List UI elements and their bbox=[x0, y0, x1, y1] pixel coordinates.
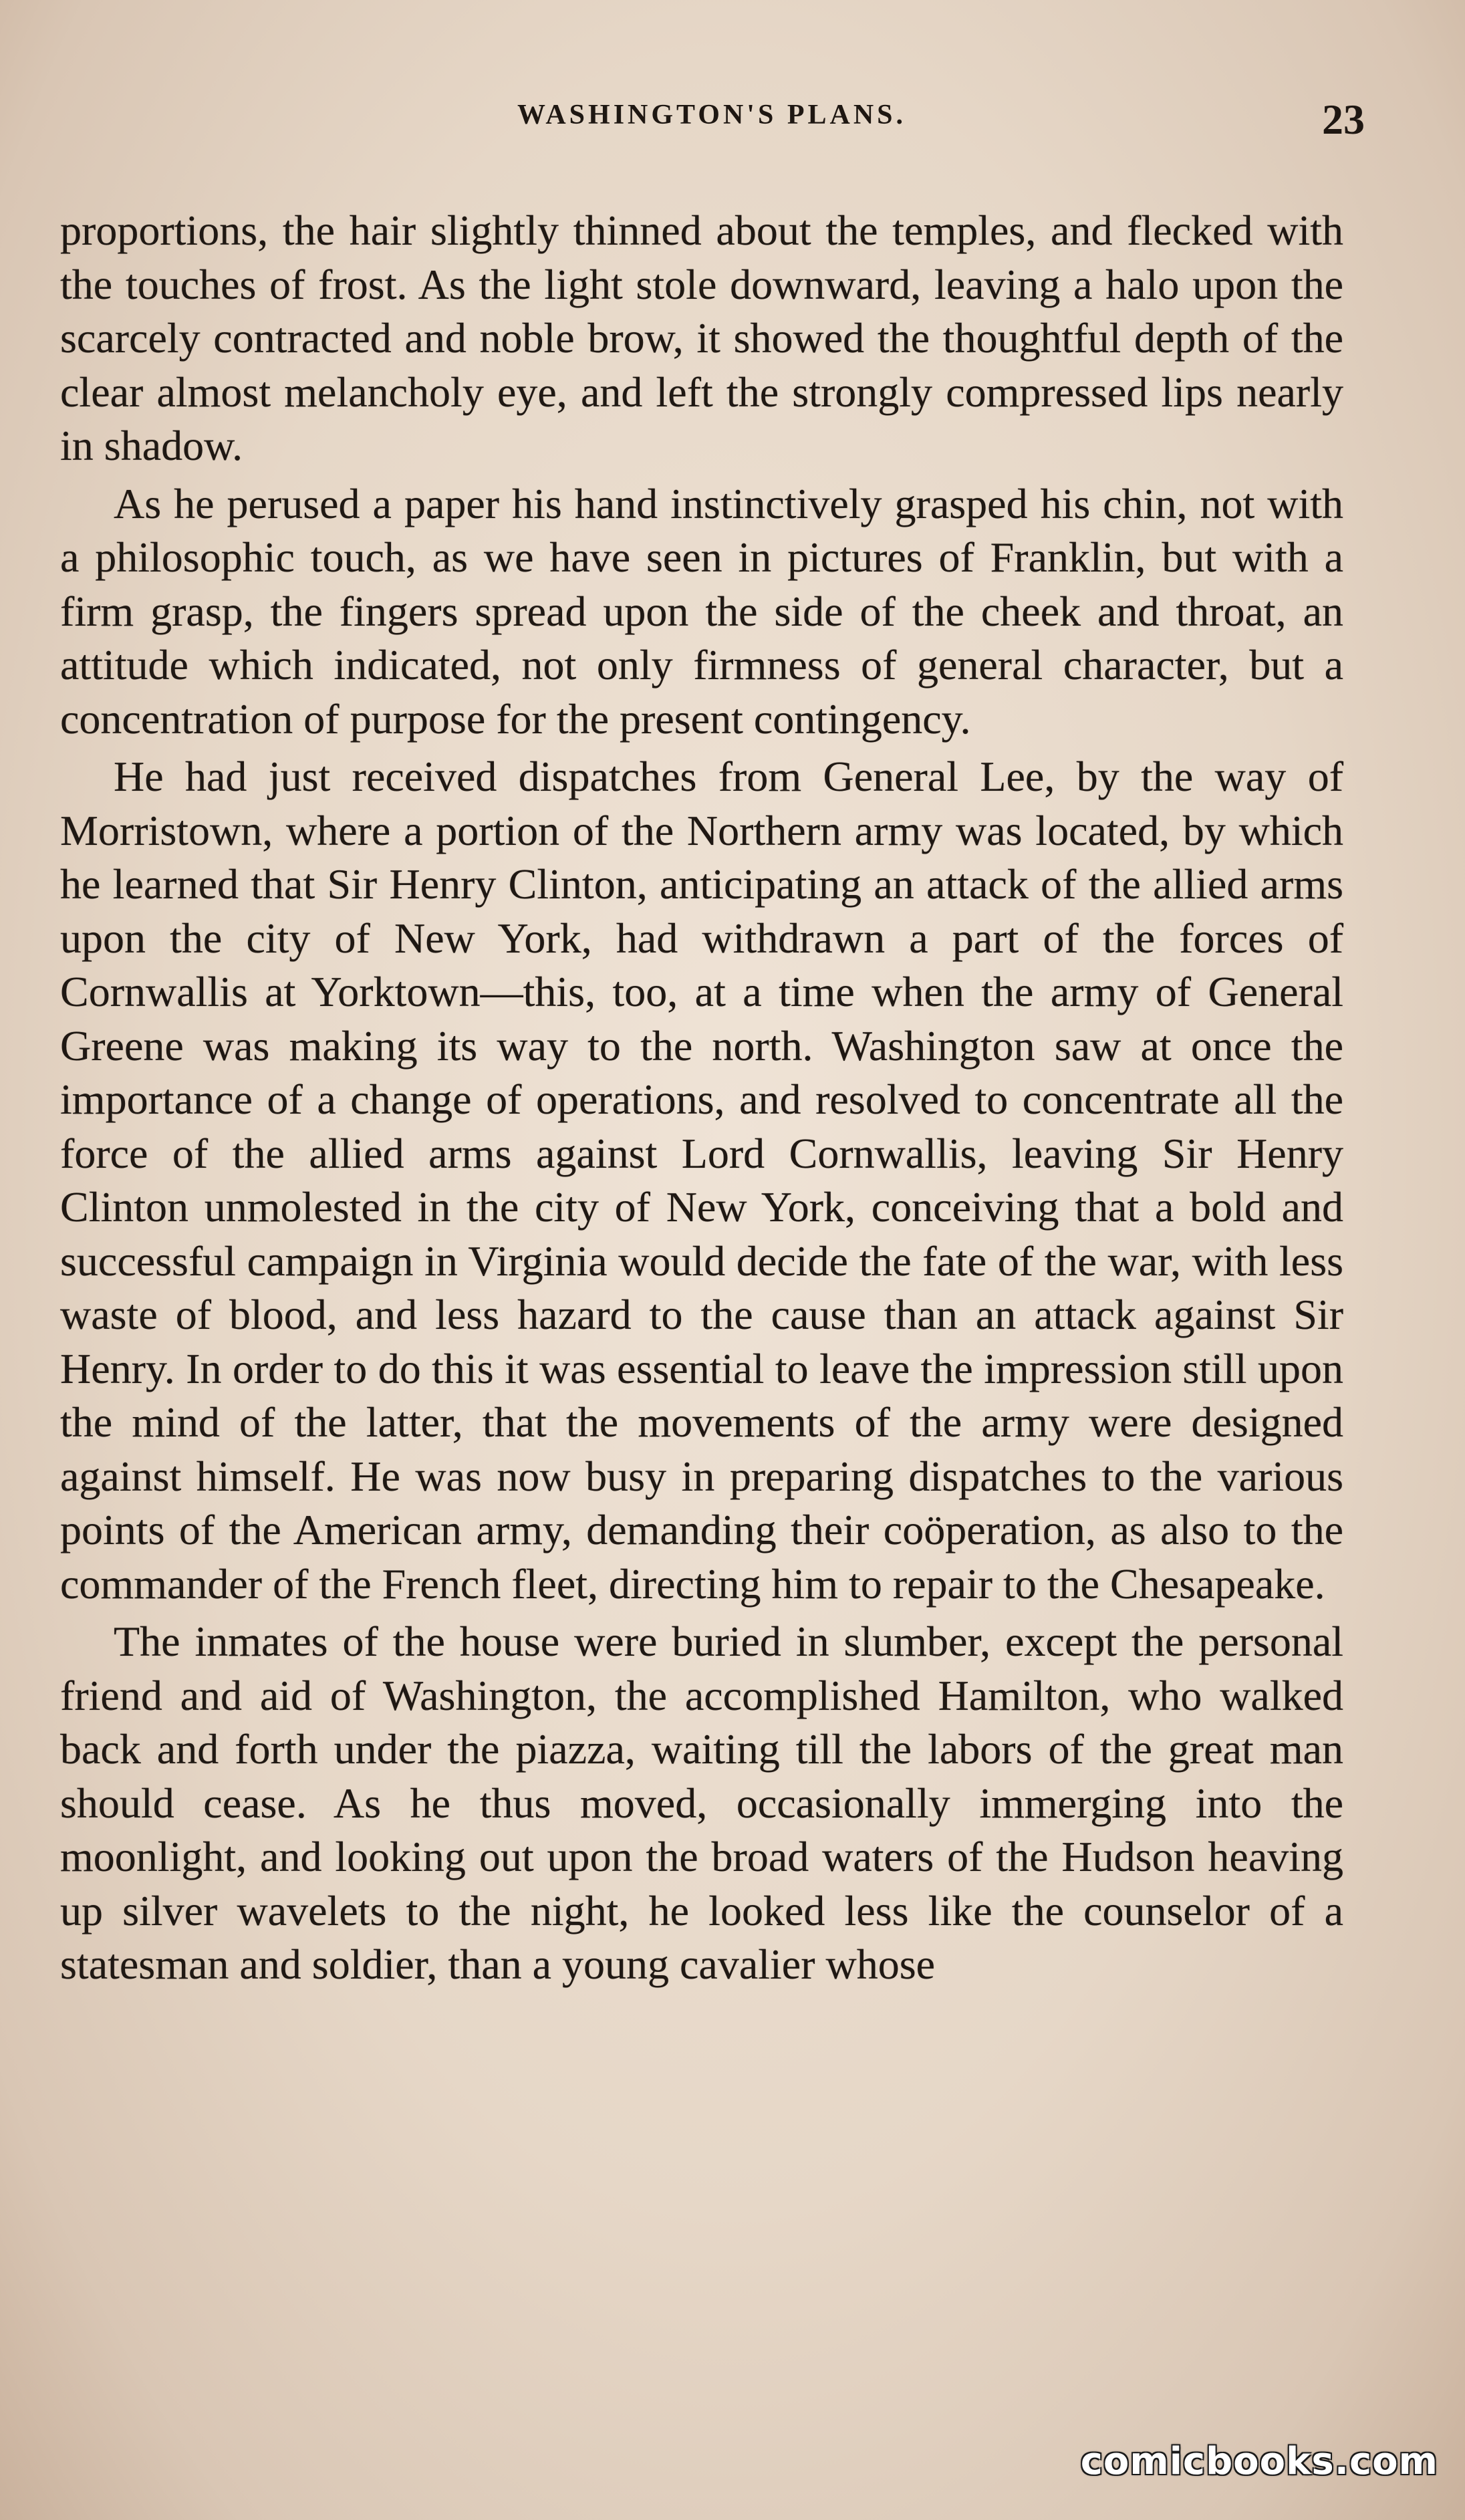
paragraph: He had just received dispatches from General Lee, by the way of Morristown, where a portion of the Northern army was located, by which he learned that Sir Henry Clinton, anticipating an attack of the allied arms upon the city of New York, had withdrawn a part of the forces of Cornwallis at Yorktown—this, too, at a time when the army of General Greene was making its way to the north. Washington saw at once the importance of a change of operations, and resolved to concentrate all the force of the allied arms against Lord Cornwallis, leaving Sir Henry Clinton unmolested in the city of New York, conceiving that a bold and successful campaign in Virginia would decide the fate of the war, with less waste of blood, and less hazard to the cause than an attack against Sir Henry. In order to do this it was essential to leave the impression still upon the mind of the latter, that the movements of the army were designed against himself. He was now busy in preparing dispatches to the various points of the American army, demanding their coöperation, as also to the commander of the French fleet, directing him to repair to the Chesapeake. bbox=[60, 753, 1343, 1608]
body-text bbox=[60, 204, 1343, 1992]
paragraph: The inmates of the house were buried in slumber, except the personal friend and aid of Washington, the accomplished Hamilton, who walked back and forth under the piazza, waiting till the labors of the great man should cease. As he thus moved, occasionally immerging into the moonlight, and looking out upon the broad waters of the Hudson heaving up silver wavelets to the night, he looked less like the counselor of a statesman and soldier, than a young cavalier whose bbox=[60, 1618, 1343, 1988]
page-number: 23 bbox=[1322, 96, 1365, 143]
page-header bbox=[59, 96, 1365, 146]
paragraph-continued: proportions, the hair slightly thinned about the temples, and flecked with the touches of frost. As the light stole downward, leaving a halo upon the scarcely contracted and noble brow, it showed the thoughtful depth of the clear almost melancholy eye, and left the strongly compressed lips nearly in shadow. bbox=[60, 207, 1343, 469]
running-head: WASHINGTON'S PLANS. bbox=[517, 100, 907, 130]
paragraph: As he perused a paper his hand instinctively grasped his chin, not with a philosophic touch, as we have seen in pictures of Franklin, but with a firm grasp, the fingers spread upon the side of the cheek and throat, an attitude which indicated, not only firmness of general character, but a concentration of purpose for the present contingency. bbox=[60, 479, 1343, 743]
watermark: comicbooks.com bbox=[1080, 2440, 1438, 2483]
